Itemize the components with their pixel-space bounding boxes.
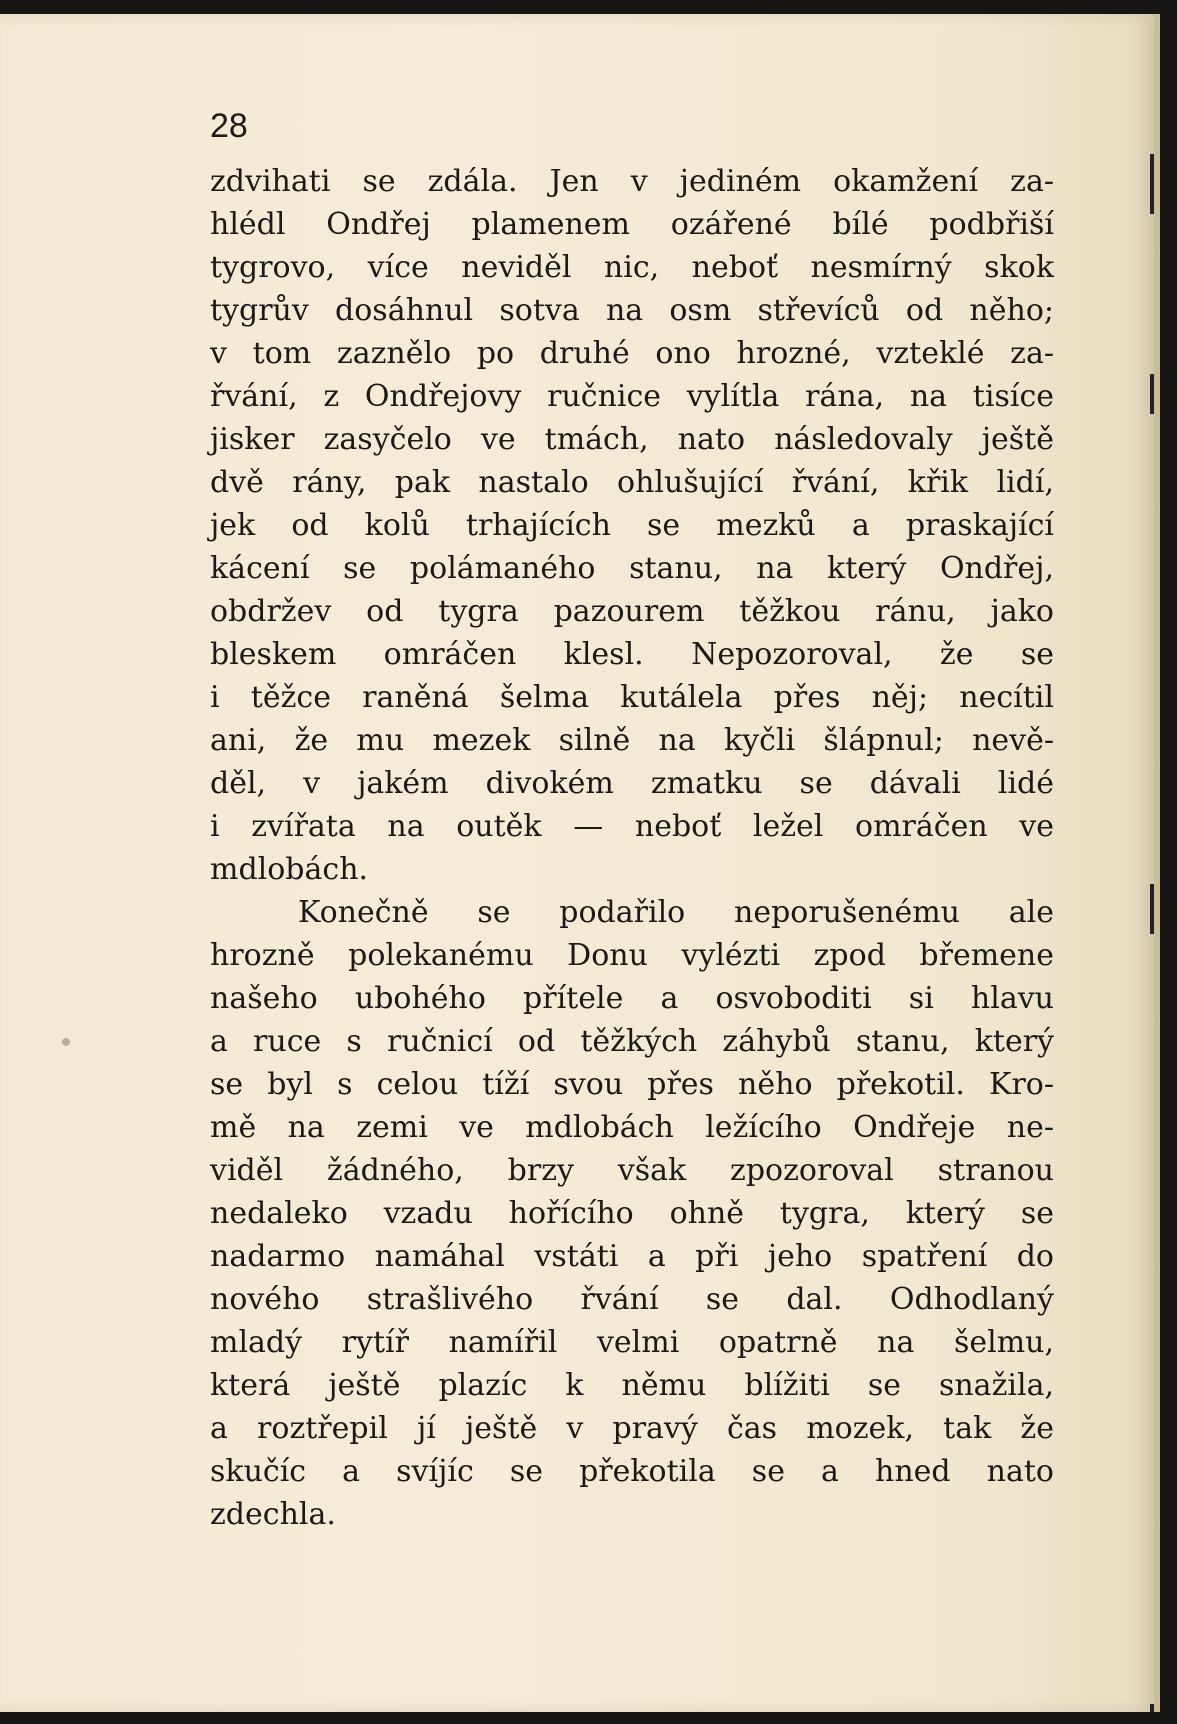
text-line: zdvihati se zdála. Jen v jediném okamžení za- <box>210 164 1054 199</box>
text-line: Konečně se podařilo neporušenému ale <box>298 895 1054 930</box>
text-line: obdržev od tygra pazourem těžkou ránu, jako <box>210 594 1054 629</box>
text-line: se byl s celou tíží svou přes něho překotil. Kro- <box>210 1067 1054 1102</box>
text-line: viděl žádného, brzy však zpozoroval stranou <box>210 1153 1054 1188</box>
text-line: i zvířata na outěk — neboť ležel omráčen ve <box>210 809 1054 844</box>
paragraph-2 <box>210 891 1054 1536</box>
text-line: a roztřepil jí ještě v pravý čas mozek, tak že <box>210 1411 1054 1446</box>
text-line: i těžce raněná šelma kutálela přes něj; necítil <box>210 680 1054 715</box>
text-line: bleskem omráčen klesl. Nepozoroval, že se <box>210 637 1054 672</box>
text-line: mladý rytíř namířil velmi opatrně na šelmu, <box>210 1325 1054 1360</box>
text-line: řvání, z Ondřejovy ručnice vylítla rána, na tisíce <box>210 379 1054 414</box>
text-line: a ruce s ručnicí od těžkých záhybů stanu, který <box>210 1024 1054 1059</box>
text-line: která ještě plazíc k němu blížiti se snažila, <box>210 1368 1054 1403</box>
text-line: mě na zemi ve mdlobách ležícího Ondřeje ne- <box>210 1110 1054 1145</box>
paper-stain <box>62 1038 70 1046</box>
text-line: nedaleko vzadu hořícího ohně tygra, který se <box>210 1196 1054 1231</box>
text-line: jek od kolů trhajících se mezků a praskající <box>210 508 1054 543</box>
text-line: hlédl Ondřej plamenem ozářené bílé podbřiší <box>210 207 1054 242</box>
book-page <box>0 14 1160 1712</box>
gutter-mark <box>1150 884 1154 934</box>
gutter-mark <box>1150 374 1154 414</box>
text-line: hrozně polekanému Donu vylézti zpod břemene <box>210 938 1054 973</box>
text-line: ani, že mu mezek silně na kyčli šlápnul; nevě- <box>210 723 1054 758</box>
text-line: nadarmo namáhal vstáti a při jeho spatření do <box>210 1239 1054 1274</box>
page-number: 28 <box>210 107 248 145</box>
gutter-mark <box>1150 1704 1154 1712</box>
text-line: zdechla. <box>210 1497 336 1532</box>
text-line: tygrovo, více neviděl nic, neboť nesmírný skok <box>210 250 1054 285</box>
text-line: skučíc a svíjíc se překotila se a hned nato <box>210 1454 1054 1489</box>
text-line: děl, v jakém divokém zmatku se dávali lidé <box>210 766 1054 801</box>
text-line: dvě rány, pak nastalo ohlušující řvání, křik lidí, <box>210 465 1054 500</box>
text-line: kácení se polámaného stanu, na který Ondřej, <box>210 551 1054 586</box>
text-line: našeho ubohého přítele a osvoboditi si hlavu <box>210 981 1054 1016</box>
text-block <box>210 106 1054 1536</box>
paragraph-1 <box>210 160 1054 891</box>
text-line: v tom zaznělo po druhé ono hrozné, vzteklé za- <box>210 336 1054 371</box>
text-line: nového strašlivého řvání se dal. Odhodlaný <box>210 1282 1054 1317</box>
text-line: tygrův dosáhnul sotva na osm střevíců od něho; <box>210 293 1054 328</box>
text-line: jisker zasyčelo ve tmách, nato následovaly ještě <box>210 422 1054 457</box>
text-line: mdlobách. <box>210 852 369 887</box>
gutter-mark <box>1150 154 1154 214</box>
